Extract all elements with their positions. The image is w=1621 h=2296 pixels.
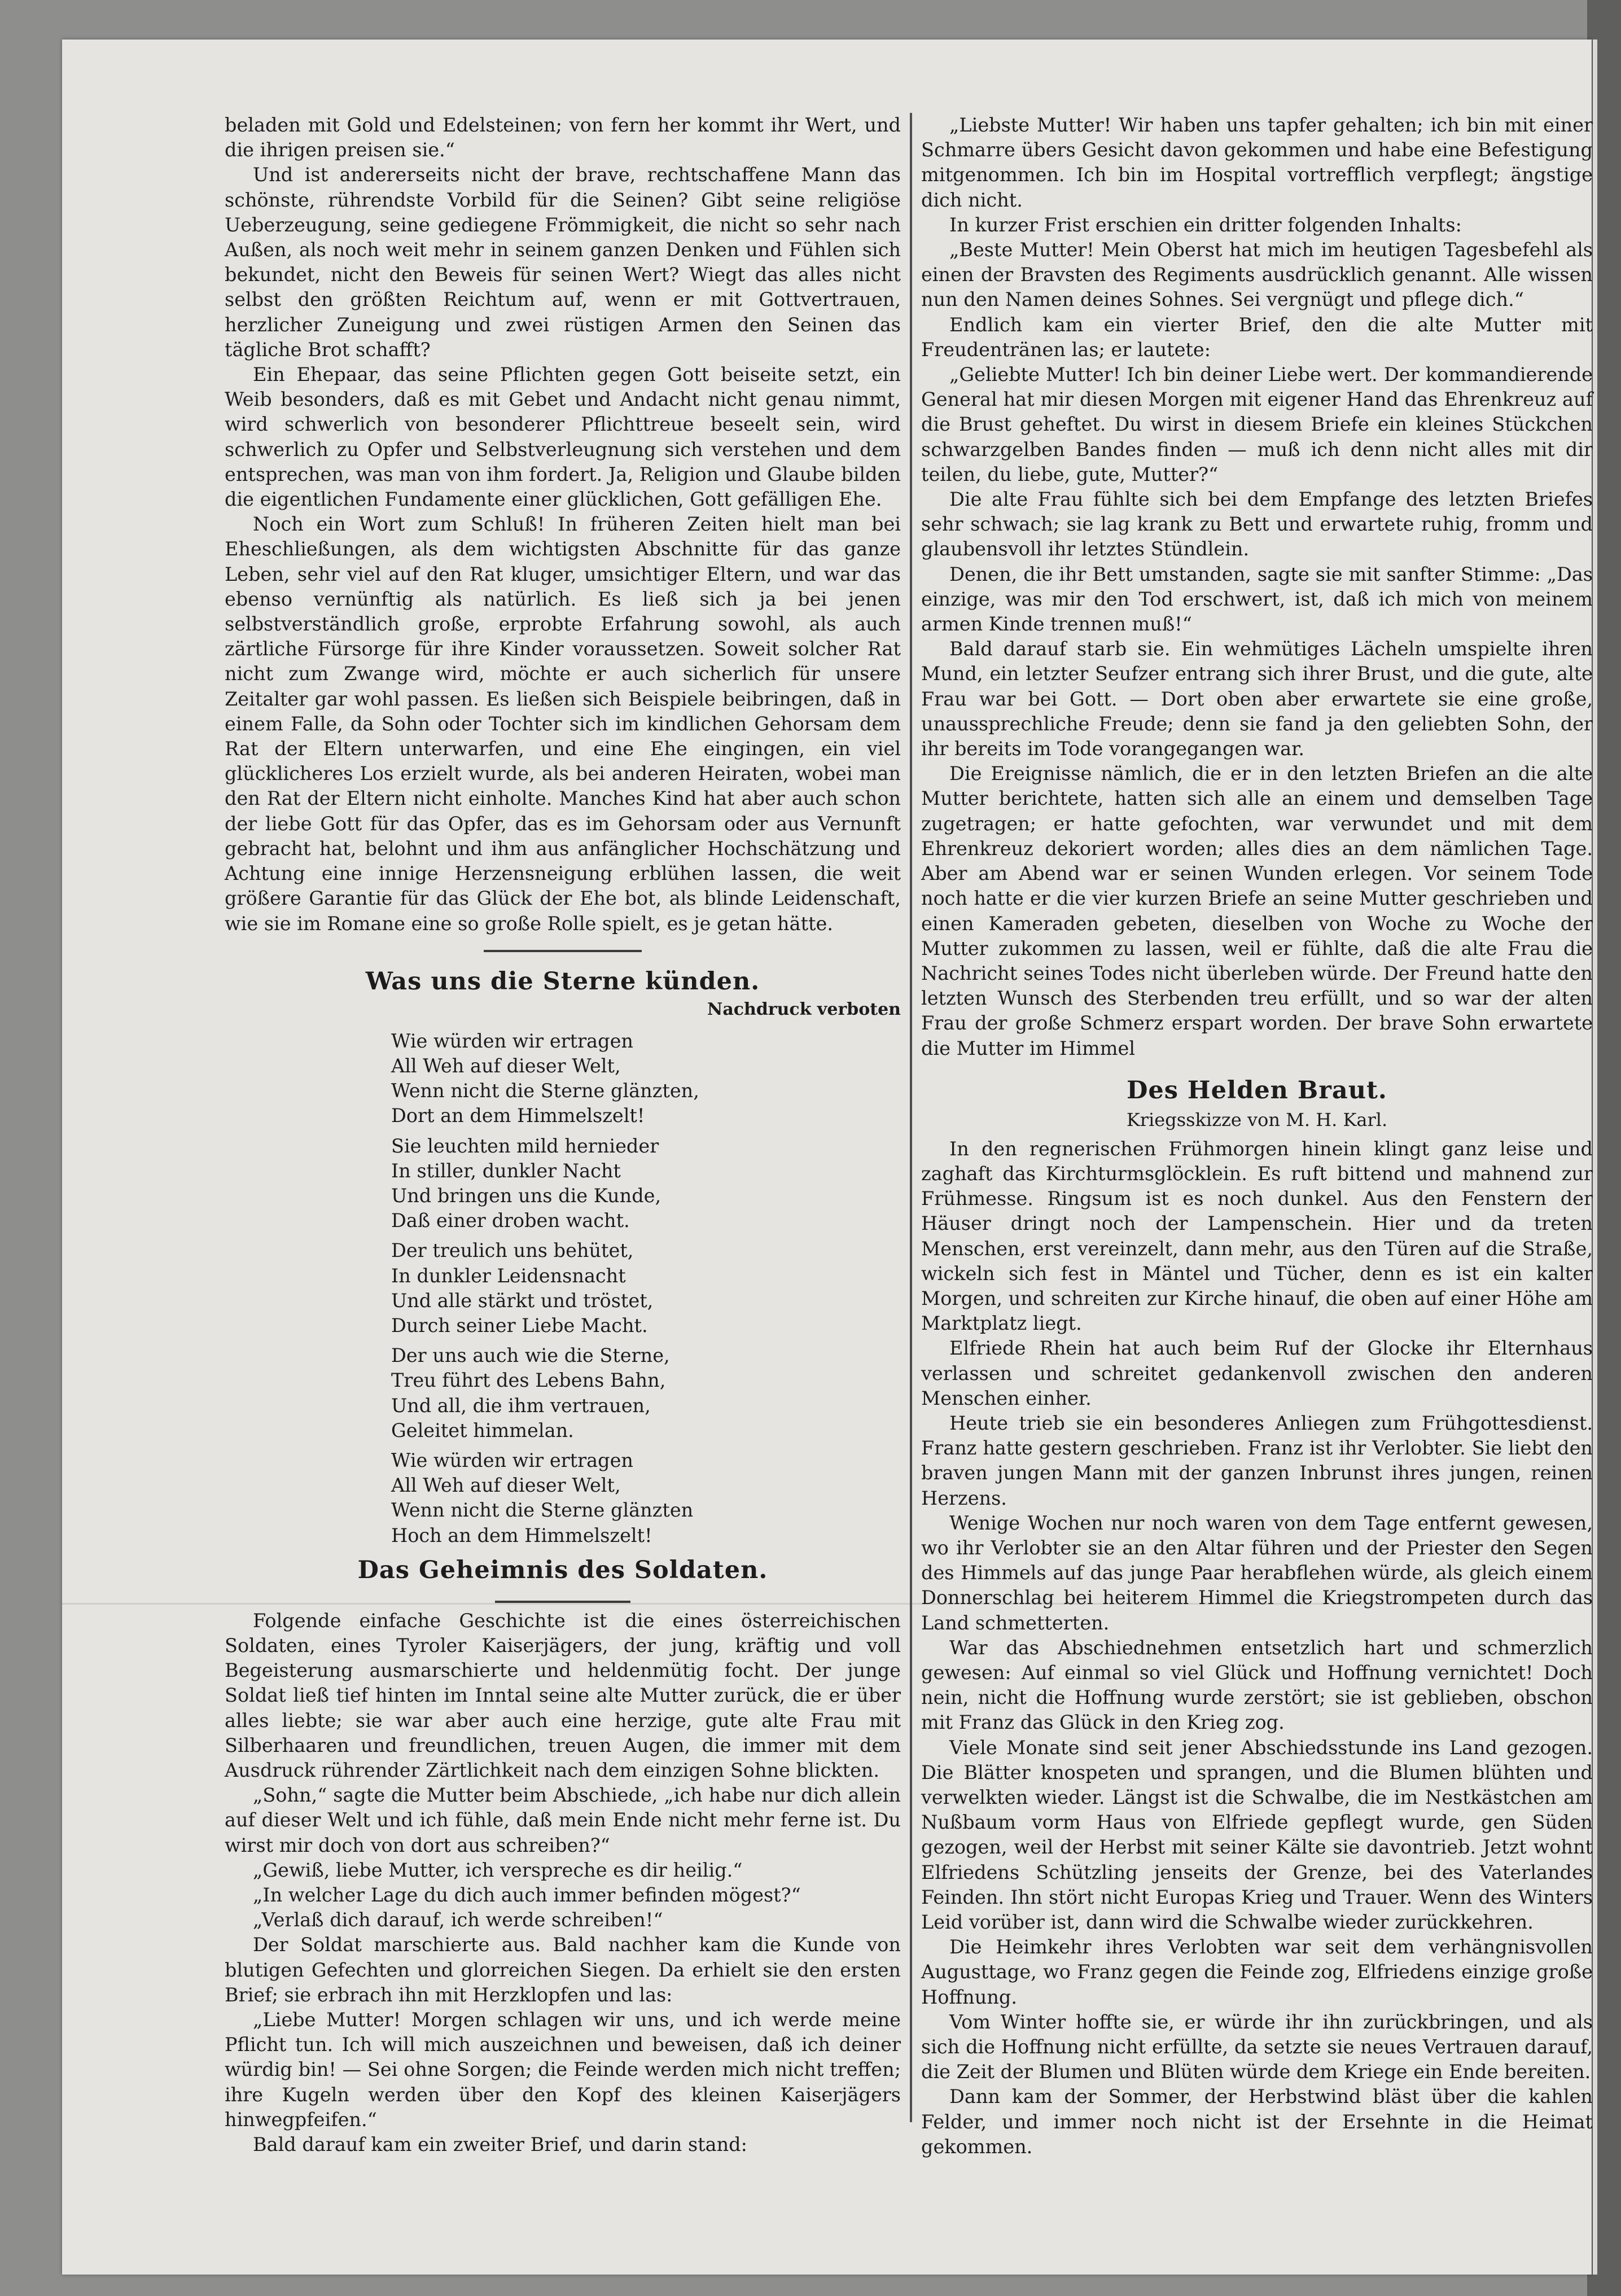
poem-stanza	[391, 1029, 901, 1129]
article-paragraph: Noch ein Wort zum Schluß! In früheren Zeiten hielt man bei Eheschließungen, als dem wichtigsten Abschnitte für das ganze Leben, sehr viel auf den Rat kluger, umsichtiger Eltern, und war das ebenso vernünftig als natürlich. Es ließ sich ja bei jenen selbstverständlich große, erprobte Erfahrung sowohl, als auch zärtliche Fürsorge für ihre Kinder voraussetzen. Soweit solcher Rat nicht zum Zwange wird, möchte er auch sicherlich für unsere Zeitalter gar wohl passen. Es ließen sich Beispiele beibringen, daß in einem Falle, da Sohn oder Tochter sich im kindlichen Gehorsam dem Rat der Eltern unterwarfen, und eine Ehe eingingen, ein viel glücklicheres Los erzielt wurde, als bei anderen Heiraten, wobei man den Rat der Eltern nicht einholte. Manches Kind hat aber auch schon der liebe Gott für das Opfer, das es im Gehorsam oder aus Vernunft gebracht hat, belohnt und ihm aus anfänglicher Hochschätzung und Achtung eine innige Herzensneigung erblühen lassen, die weit größere Garantie für das Glück der Ehe bot, als blinde Leidenschaft, wie sie im Romane eine so große Rolle spielt, es je getan hätte.	[225, 513, 901, 935]
poem-line: Wenn nicht die Sterne glänzten	[391, 1499, 694, 1522]
left-column	[225, 113, 901, 2157]
story-title: Des Helden Braut.	[1127, 1076, 1387, 1105]
poem-line: Sie leuchten mild hernieder	[391, 1134, 659, 1157]
poem-title: Was uns die Sterne künden.	[365, 967, 760, 996]
poem-line: Daß einer droben wacht.	[391, 1210, 630, 1232]
story-paragraph: Der Soldat marschierte aus. Bald nachher kam die Kunde von blutigen Gefechten und glorreichen Siegen. Da erhielt sie den ersten Brief; sie erbrach ihn mit Herzklopfen und las:	[225, 1934, 901, 2006]
story-paragraph: Die Ereignisse nämlich, die er in den letzten Briefen an die alte Mutter berichtete, hatten sich alle an einem und demselben Tage zugetragen; er hatte gefochten, war verwundet und mit dem Ehrenkreuz dekoriert worden; alles dies an dem nämlichen Tage. Aber am Abend war er seinen Wunden erlegen. Vor seinem Tode noch hatte er die vier kurzen Briefe an seine Mutter geschrieben und einen Kameraden gebeten, dieselben von Woche zu Woche der Mutter zukommen zu lassen, weil er fühlte, daß die alte Frau die Nachricht seines Todes nicht überleben würde. Der Freund hatte den letzten Wunsch des Sterbenden treu erfüllt, und so war der alten Frau der große Schmerz erspart worden. Der brave Sohn erwartete die Mutter im Himmel	[921, 763, 1593, 1059]
story-paragraph: Endlich kam ein vierter Brief, den die alte Mutter mit Freudentränen las; er lautete:	[921, 313, 1593, 361]
poem-line: Und alle stärkt und tröstet,	[391, 1289, 654, 1312]
poem-line: Der uns auch wie die Sterne,	[391, 1344, 670, 1367]
story-paragraph: Die Heimkehr ihres Verlobten war seit dem verhängnisvollen Augusttage, wo Franz gegen die Feinde zog, Elfriedens einzige große Hoffnung.	[921, 1936, 1593, 2008]
poem-line: Wie würden wir ertragen	[391, 1029, 633, 1052]
separator-rule	[484, 950, 642, 952]
story-title: Das Geheimnis des Soldaten.	[357, 1556, 768, 1584]
story-paragraph: Denen, die ihr Bett umstanden, sagte sie mit sanfter Stimme: „Das einzige, was mir den Tod erschwert, ist, daß ich mich von meinem armen Kinde trennen muß!“	[921, 563, 1593, 636]
letter-paragraph: „Beste Mutter! Mein Oberst hat mich im heutigen Tagesbefehl als einen der Bravsten des Regiments ausdrücklich genannt. Alle wissen nun den Namen deines Sohnes. Sei vergnügt und pflege dich.“	[921, 239, 1593, 311]
poem-stanza	[391, 1238, 901, 1338]
poem-line: In dunkler Leidensnacht	[391, 1264, 626, 1287]
story-paragraph: Heute trieb sie ein besonderes Anliegen zum Frühgottesdienst. Franz hatte gestern geschrieben. Franz ist ihr Verlobter. Sie liebt den braven jungen Mann mit der ganzen Inbrunst ihres jungen, reinen Herzens.	[921, 1412, 1593, 1509]
story-paragraph: Bald darauf kam ein zweiter Brief, und darin stand:	[253, 2133, 747, 2156]
poem-line: Wenn nicht die Sterne glänzten,	[391, 1080, 699, 1102]
story-paragraph: Vom Winter hoffte sie, er würde ihr ihn zurückbringen, und als sich die Hoffnung nicht erfüllte, da setzte sie neues Vertrauen darauf, die Zeit der Blumen und Blüten würde dem Kriege ein Ende bereiten.	[921, 2010, 1593, 2083]
poem-line: All Weh auf dieser Welt,	[391, 1054, 621, 1077]
poem-line: Dort an dem Himmelszelt!	[391, 1105, 645, 1127]
poem-line: Treu führt des Lebens Bahn,	[391, 1369, 666, 1392]
story-paragraph: Dann kam der Sommer, der Herbstwind bläst über die kahlen Felder, und immer noch nicht ist der Ersehnte in die Heimat gekommen.	[921, 2085, 1593, 2158]
letter-paragraph: „Geliebte Mutter! Ich bin deiner Liebe wert. Der kommandierende General hat mir diesen Morgen mit eigener Hand das Ehrenkreuz auf die Brust geheftet. Du wirst in diesem Briefe ein kleines Stückchen schwarzgelben Bandes finden — muß ich denn nicht alles mit dir teilen, du liebe, gute, Mutter?“	[921, 363, 1593, 485]
right-column	[921, 113, 1593, 2159]
page-edge	[1593, 40, 1597, 2275]
poem-line: Wie würden wir ertragen	[391, 1449, 633, 1471]
poem-stanza	[391, 1448, 901, 1548]
poem-line: Der treulich uns behütet,	[391, 1239, 634, 1262]
story-paragraph: Bald darauf starb sie. Ein wehmütiges Lächeln umspielte ihren Mund, ein letzter Seufzer entrang sich ihrer Brust, und die gute, alte Frau war bei Gott. — Dort oben aber erwartete sie eine große, unaussprechliche Freude; denn sie fand ja den geliebten Sohn, der ihr bereits im Tode vorangegangen war.	[921, 638, 1593, 760]
story-paragraph: „Verlaß dich darauf, ich werde schreiben!“	[253, 1909, 663, 1931]
poem-line: In stiller, dunkler Nacht	[391, 1159, 621, 1182]
poem-line: Und all, die ihm vertrauen,	[391, 1394, 651, 1417]
story-paragraph: „Liebe Mutter! Morgen schlagen wir uns, und ich werde meine Pflicht tun. Ich will mich auszeichnen und beweisen, daß ich deiner würdig bin! — Sei ohne Sorgen; die Feinde werden mich nicht treffen; ihre Kugeln werden über den Kopf des kleinen Kaiserjägers hinwegpfeifen.“	[225, 2009, 901, 2131]
poem-stanza	[391, 1343, 901, 1443]
story-paragraph: Elfriede Rhein hat auch beim Ruf der Glocke ihr Elternhaus verlassen und schreitet gedankenvoll zwischen den anderen Menschen einher.	[921, 1337, 1593, 1409]
poem-line: Geleitet himmelan.	[391, 1419, 574, 1441]
story-paragraph: Wenige Wochen nur noch waren von dem Tage entfernt gewesen, wo ihr Verlobter sie an den Altar führen und der Priester den Segen des Himmels auf das junge Paar herabflehen würde, als gleich einem Donnerschlag bei heiterem Himmel die Kriegstrompeten durch das Land schmetterten.	[921, 1511, 1593, 1634]
column-divider	[910, 113, 912, 2122]
story-paragraph: „In welcher Lage du dich auch immer befinden mögest?“	[253, 1884, 801, 1906]
story-paragraph: Viele Monate sind seit jener Abschiedsstunde ins Land gezogen. Die Blätter knospeten und sprangen, und die Blumen blühten und verwelkten wieder. Längst ist die Schwalbe, die im Nestkästchen am Nußbaum vorm Haus von Elfriede gepflegt wurde, gen Süden gezogen, weil der Herbst mit seiner Kälte sie davontrieb. Jetzt wohnt Elfriedens Schützling jenseits der Grenze, bei des Vaterlandes Feinden. Ihn stört nicht Europas Krieg und Trauer. Wenn des Winters Leid vorüber ist, dann wird die Schwalbe wieder zurückkehren.	[921, 1736, 1593, 1934]
poem-line: Hoch an dem Himmelszelt!	[391, 1524, 652, 1546]
poem-line: Und bringen uns die Kunde,	[391, 1184, 661, 1207]
article-paragraph: Und ist andererseits nicht der brave, rechtschaffene Mann das schönste, rührendste Vorbild für die Seinen? Gibt seine religiöse Ueberzeugung, seine gediegene Frömmigkeit, die nicht so sehr nach Außen, als noch weit mehr in seinem ganzen Denken und Fühlen sich bekundet, nicht den Beweis für seinen Wert? Wiegt das alles nicht selbst den größten Reichtum auf, wenn er mit Gottvertrauen, herzlicher Zuneigung und zwei rüstigen Armen den Seinen das tägliche Brot schafft?	[225, 164, 901, 361]
poem-line: Durch seiner Liebe Macht.	[391, 1314, 648, 1337]
article-paragraph: beladen mit Gold und Edelsteinen; von fern her kommt ihr Wert, und die ihrigen preisen sie.“	[225, 114, 901, 161]
story-paragraph: „Sohn,“ sagte die Mutter beim Abschiede, „ich habe nur dich allein auf dieser Welt und ich fühle, daß mein Ende nicht mehr ferne ist. Du wirst mir doch von dort aus schreiben?“	[225, 1784, 901, 1856]
story-paragraph: Die alte Frau fühlte sich bei dem Empfange des letzten Briefes sehr schwach; sie lag krank zu Bett und erwartete ruhig, fromm und glaubensvoll ihr letztes Stündlein.	[921, 488, 1593, 560]
story-byline: Kriegsskizze von M. H. Karl.	[1126, 1108, 1388, 1131]
story-paragraph: In den regnerischen Frühmorgen hinein klingt ganz leise und zaghaft das Kirchturmsglöcklein. Es ruft bittend und mahnend zur Frühmesse. Ringsum ist es noch dunkel. Aus den Fenstern der Häuser dringt noch der Lampenschein. Hier und da treten Menschen, erst vereinzelt, dann mehr, aus den Türen auf die Straße, wickeln sich fest in Mäntel und Tücher, denn es ist ein kalter Morgen, und schreiten zur Kirche hinauf, die oben auf einer Höhe am Marktplatz liegt.	[921, 1137, 1593, 1335]
story-paragraph: Folgende einfache Geschichte ist die eines österreichischen Soldaten, eines Tyroler Kaiserjägers, der jung, kräftig und voll Begeisterung ausmarschierte und heldenmütig focht. Der junge Soldat ließ tief hinten im Inntal seine alte Mutter zurück, die er über alles liebte; sie war aber auch eine herzige, gute alte Frau mit Silberhaaren und freundlichen, treuen Augen, die immer mit dem Ausdruck rührender Zärtlichkeit nach dem einzigen Sohne blickten.	[225, 1609, 901, 1781]
poem	[391, 1029, 901, 1548]
reprint-note: Nachdruck verboten	[707, 999, 901, 1019]
article-paragraph: Ein Ehepaar, das seine Pflichten gegen Gott beiseite setzt, ein Weib besonders, daß es mit Gebet und Andacht nicht genau nimmt, wird schwerlich von besonderer Pflichttreue beseelt sein, wird schwerlich zu Opfer und Selbstverleugnung sich verstehen und dem entsprechen, was man von ihm fordert. Ja, Religion und Glaube bilden die eigentlichen Fundamente einer glücklichen, Gott gefälligen Ehe.	[225, 363, 901, 511]
story-paragraph: „Gewiß, liebe Mutter, ich verspreche es dir heilig.“	[253, 1859, 743, 1881]
poem-line: All Weh auf dieser Welt,	[391, 1474, 621, 1497]
separator-rule	[495, 1601, 630, 1603]
story-paragraph: War das Abschiednehmen entsetzlich hart und schmerzlich gewesen: Auf einmal so viel Glück und Hoffnung vernichtet! Doch nein, nicht die Hoffnung wurde zerstört; sie ist geblieben, obschon mit Franz das Glück in den Krieg zog.	[921, 1636, 1593, 1734]
poem-stanza	[391, 1134, 901, 1234]
story-paragraph: In kurzer Frist erschien ein dritter folgenden Inhalts:	[949, 213, 1462, 236]
letter-paragraph: „Liebste Mutter! Wir haben uns tapfer gehalten; ich bin mit einer Schmarre übers Gesicht davon gekommen und habe eine Befestigung mitgenommen. Ich bin im Hospital vortrefflich verpflegt; ängstige dich nicht.	[921, 114, 1593, 211]
spacer	[921, 1061, 1593, 1073]
